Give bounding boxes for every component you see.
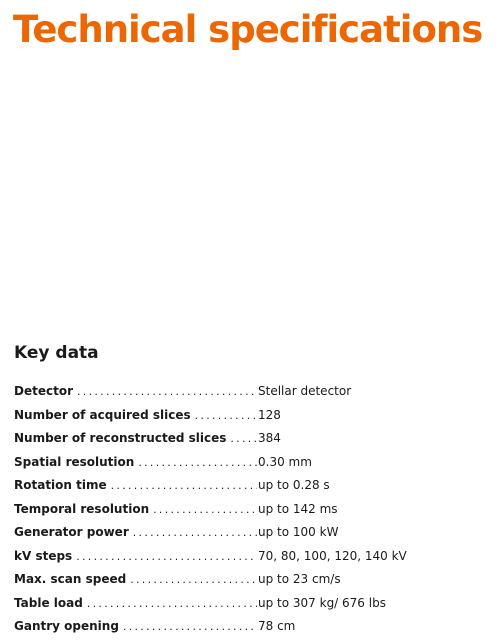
spec-row-reconstructed-slices [14,427,484,451]
spec-value: up to 307 kg/ 676 lbs [258,595,386,610]
dot-leader [77,380,257,404]
spec-value: up to 142 ms [258,501,338,516]
dot-leader [195,404,257,428]
spec-list [14,380,484,639]
spec-label-container [14,474,257,498]
spec-label-container [14,521,257,545]
spec-value: up to 0.28 s [258,478,330,492]
spec-row-table-load [14,592,484,616]
spec-label: Rotation time [14,478,107,492]
spec-label-container [14,592,257,616]
spec-label: kV steps [14,548,73,563]
spec-row-detector [14,380,484,404]
spec-row-temporal-resolution [14,498,484,522]
dot-leader [133,521,257,545]
spec-label-container [14,615,257,639]
spec-label: Temporal resolution [14,501,150,516]
dot-leader [111,474,257,498]
dot-leader [76,545,257,569]
spec-value: 78 cm [258,619,296,633]
spec-value: 0.30 mm [258,454,312,469]
spec-label: Detector [14,384,73,398]
spec-label-container [14,404,257,428]
spec-label-container [14,380,257,404]
spec-value: up to 23 cm/s [258,572,341,586]
spec-row-gantry-opening [14,615,484,639]
spec-label: Number of reconstructed slices [14,431,227,445]
spec-label-container [14,545,257,569]
dot-leader [153,498,257,522]
page-title: Technical specifications [13,8,483,51]
spec-label: Number of acquired slices [14,407,191,422]
spec-row-acquired-slices [14,404,484,428]
spec-label-container [14,498,257,522]
spec-label: Spatial resolution [14,454,135,469]
spec-value: 70, 80, 100, 120, 140 kV [258,548,407,563]
dot-leader [123,615,257,639]
spec-row-max-scan-speed [14,568,484,592]
dot-leader [130,568,257,592]
spec-label-container [14,568,257,592]
spec-value: up to 100 kW [258,525,339,539]
spec-label: Table load [14,595,83,610]
dot-leader [230,427,257,451]
spec-value: 384 [258,431,281,445]
spec-label: Max. scan speed [14,572,127,586]
spec-label-container [14,451,257,475]
dot-leader [138,451,257,475]
spec-label: Gantry opening [14,619,119,633]
section-heading: Key data [14,343,99,363]
spec-label: Generator power [14,525,129,539]
spec-row-spatial-resolution [14,451,484,475]
spec-row-rotation-time [14,474,484,498]
spec-row-kv-steps [14,545,484,569]
spec-label-container [14,427,257,451]
spec-value: 128 [258,407,281,422]
dot-leader [87,592,257,616]
spec-row-generator-power [14,521,484,545]
spec-value: Stellar detector [258,384,352,398]
